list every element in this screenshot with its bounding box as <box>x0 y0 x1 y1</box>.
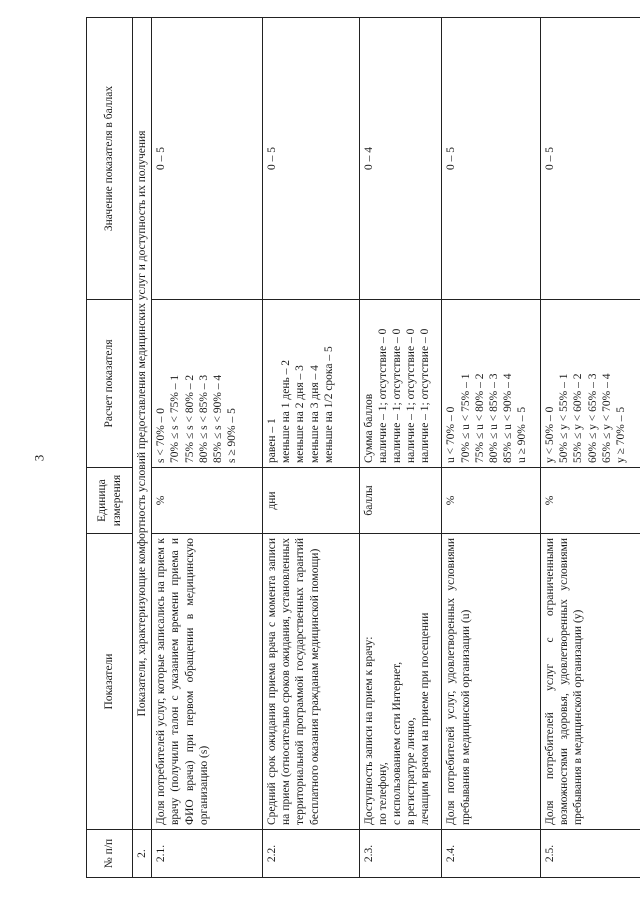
indicator-line: по телефону, <box>376 762 389 825</box>
calc-line: меньше на 2 дня – 3 <box>294 365 307 463</box>
indicator-line: Доступность записи на прием к врачу: <box>362 636 375 825</box>
row-calc <box>442 300 541 468</box>
page-number: 3 <box>31 454 47 462</box>
row-num: 2.1. <box>152 830 263 878</box>
row-calc <box>541 300 640 468</box>
calc-line: 75% ≤ s < 80% – 2 <box>183 374 196 463</box>
row-unit: % <box>442 468 541 534</box>
table-row <box>152 18 263 878</box>
calc-line: 85% ≤ u < 90% – 4 <box>502 373 514 463</box>
table-row <box>263 18 360 878</box>
calc-line: меньше на 3 дня – 4 <box>308 365 321 463</box>
row-indicator: Доля потребителей услуг, которые записались на прием к врачу (получили талон с указанием времени приема и ФИО врача) при первом обращении в медицинскую организацию (s) <box>152 534 263 830</box>
row-unit: баллы <box>359 468 442 534</box>
calc-line: у < 50% – 0 <box>544 406 557 463</box>
calc-line: u ≥ 90% – 5 <box>516 406 529 463</box>
header-calc: Расчет показателя <box>87 300 133 468</box>
header-indicator: Показатели <box>87 534 133 830</box>
row-score: 0 – 4 <box>359 18 442 300</box>
calc-line: у ≥ 70% – 5 <box>614 406 627 463</box>
calc-line: наличие – 1; отсутствие – 0 <box>419 328 432 463</box>
header-score: Значение показателя в баллах <box>87 18 133 300</box>
row-num: 2.2. <box>263 830 360 878</box>
row-calc <box>359 300 442 468</box>
row-indicator: Средний срок ожидания приема врача с момента записи на прием (относительно сроков ожидания, установленных территориальной программой государственных гарантий бесплатного оказания гражданам медицинской помощи) <box>263 534 360 830</box>
section-num: 2. <box>133 830 152 878</box>
row-score: 0 – 5 <box>263 18 360 300</box>
indicator-line: в регистратуре лично, <box>405 717 418 825</box>
calc-line: s ≥ 90% – 5 <box>225 408 238 463</box>
calc-line: 70% ≤ s < 75% – 1 <box>169 374 182 463</box>
row-unit: % <box>152 468 263 534</box>
row-indicator <box>359 534 442 830</box>
calc-line: наличие – 1; отсутствие – 0 <box>376 328 389 463</box>
row-score: 0 – 5 <box>442 18 541 300</box>
calc-line: 65% ≤ у < 70% – 4 <box>600 373 613 463</box>
calc-line: наличие – 1; отсутствие – 0 <box>405 328 418 463</box>
section-title: Показатели, характеризующие комфортность условий предоставления медицинских услуг и доступность их получения <box>133 18 152 830</box>
table-row <box>442 18 541 878</box>
calc-line: меньше на 1/2 срока – 5 <box>322 346 335 463</box>
row-num: 2.4. <box>442 830 541 878</box>
row-indicator: Доля потребителей услуг, удовлетворенных условиями пребывания в медицинской организации (u) <box>442 534 541 830</box>
calc-line: наличие – 1; отсутствие – 0 <box>391 328 404 463</box>
calc-line: 80% ≤ u < 85% – 3 <box>487 373 500 463</box>
calc-line: 50% ≤ у < 55% – 1 <box>558 373 571 463</box>
row-score: 0 – 5 <box>541 18 640 300</box>
calc-line: 70% ≤ u < 75% – 1 <box>459 373 472 463</box>
indicator-line: лечащим врачом на приеме при посещении <box>419 612 432 825</box>
calc-line: 80% ≤ s < 85% – 3 <box>197 374 210 463</box>
header-num: № п/п <box>87 830 133 878</box>
row-score: 0 – 5 <box>152 18 263 300</box>
calc-line: s < 70% – 0 <box>155 407 168 463</box>
row-unit: дни <box>263 468 360 534</box>
row-num: 2.5. <box>541 830 640 878</box>
calc-line: Сумма баллов <box>362 393 375 463</box>
row-indicator: Доля потребителей услуг с ограниченными возможностями здоровья, удовлетворенных условиями пребывания в медицинской организации (у) <box>541 534 640 830</box>
calc-line: 85% ≤ s < 90% – 4 <box>211 374 224 463</box>
header-unit: Единица измерения <box>87 468 133 534</box>
calc-line: u < 70% – 0 <box>445 406 458 463</box>
row-calc <box>263 300 360 468</box>
indicators-table <box>86 17 640 878</box>
calc-line: равен – 1 <box>266 418 279 463</box>
rotated-page <box>86 18 640 878</box>
calc-line: меньше на 1 день – 2 <box>280 360 293 463</box>
calc-line: 75% ≤ u < 80% – 2 <box>473 373 486 463</box>
table-row <box>541 18 640 878</box>
row-num: 2.3. <box>359 830 442 878</box>
indicator-line: с использованием сети Интернет, <box>391 661 404 825</box>
table-row <box>359 18 442 878</box>
row-calc <box>152 300 263 468</box>
row-unit: % <box>541 468 640 534</box>
calc-line: 60% ≤ у < 65% – 3 <box>586 373 599 463</box>
calc-line: 55% ≤ у < 60% – 2 <box>572 373 585 463</box>
